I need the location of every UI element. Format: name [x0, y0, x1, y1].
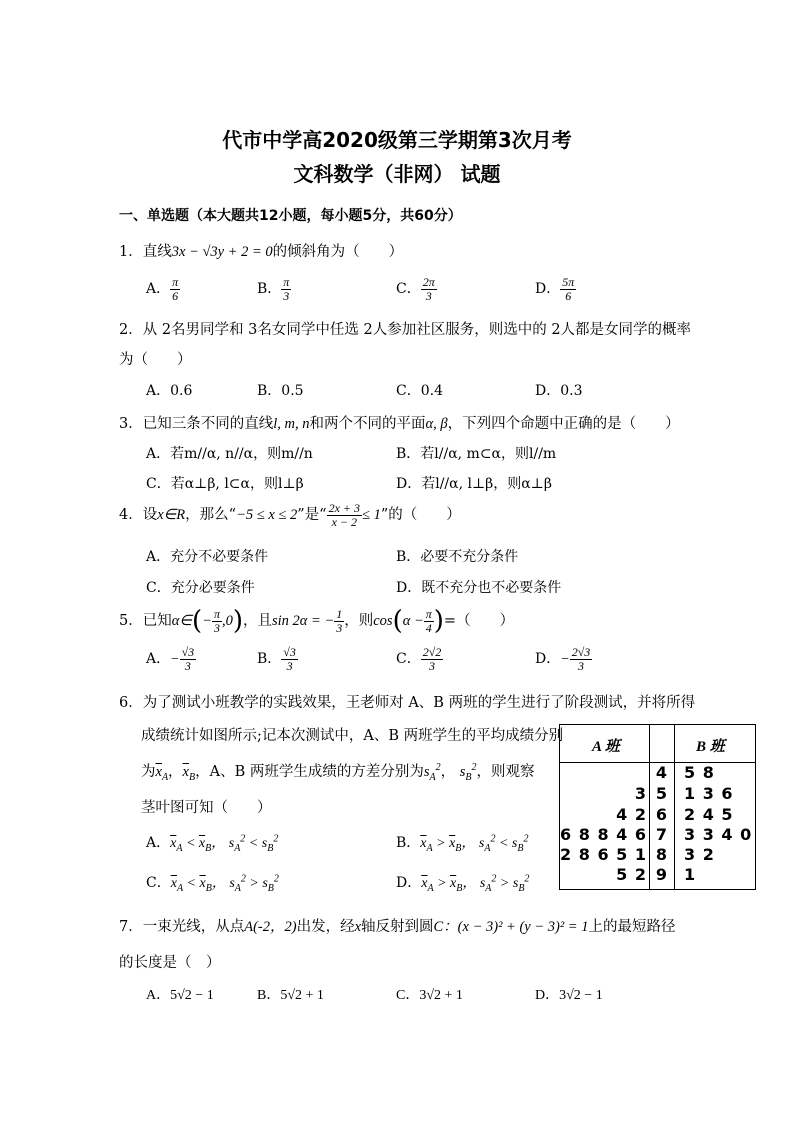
q3-option-a: A．若m//α, n//α，则m//n — [146, 446, 313, 462]
option-label: A． — [146, 835, 171, 851]
stem-value: 6 — [655, 805, 669, 824]
question-2-line-1: 2．从 2名男同学和 3名女同学中任选 2人参加社区服务，则选中的 2人都是女同学的概率 — [119, 322, 692, 338]
q4-condition: x∈R — [157, 507, 186, 524]
stem-value: 8 — [655, 845, 669, 864]
q1-option-a — [146, 276, 180, 302]
page-title: 代市中学高2020级第三学期第3次月考 — [222, 128, 572, 152]
q7-line1-a: 7．一束光线，从点 — [119, 919, 245, 935]
fraction-denominator: 3 — [429, 658, 436, 673]
q1-option-b — [257, 276, 291, 302]
q4-prefix: 4．设 — [119, 507, 158, 524]
q7-option-b: B．5√2 + 1 — [257, 988, 324, 1003]
q5-end: =（ ） — [443, 613, 515, 629]
fraction-numerator: 5π — [562, 275, 575, 289]
q1-number: 1． — [119, 244, 143, 260]
q4-option-d: D．既不充分也不必要条件 — [396, 580, 562, 596]
q5-alpha-in: α∈ — [171, 613, 192, 629]
q1-option-c — [396, 276, 437, 302]
option-label: C． — [396, 651, 421, 668]
q7-axis: x — [354, 919, 362, 935]
q6-line3-c: ，则观察 — [476, 764, 535, 780]
fraction-numerator: π — [213, 606, 220, 621]
q4-option-b: B．必要不充分条件 — [396, 549, 519, 565]
q5-interval-end: ,0 — [221, 613, 233, 629]
fraction-denominator: 6 — [565, 288, 572, 303]
header-class-a: A 班 — [592, 739, 620, 755]
fraction-numerator: 2x + 3 — [328, 501, 360, 515]
q3-option-b: B．若l//α, m⊂α，则l//m — [396, 446, 557, 462]
fraction-denominator: x − 2 — [331, 514, 357, 529]
fraction-denominator: 3 — [286, 658, 293, 673]
header-class-b: B 班 — [696, 739, 725, 755]
fraction-denominator: 3 — [184, 658, 191, 673]
fraction-denominator: 6 — [172, 288, 179, 303]
stem-row — [560, 865, 755, 886]
option-label: A． — [146, 651, 171, 668]
fraction-denominator: 3 — [283, 288, 290, 303]
leaves-b: 5 8 — [684, 763, 715, 782]
leaves-b: 3 2 — [684, 845, 715, 864]
q4-option-a: A．充分不必要条件 — [146, 549, 269, 565]
q6-option-a: A．$\overline{x}_A < \overline{x}_B$， $s_A^2 < s_B^2$ — [146, 833, 279, 854]
question-6-line-2: 成绩统计如图所示;记本次测试中，A、B 两班学生的平均成绩分别 — [141, 728, 564, 744]
question-3 — [119, 412, 680, 433]
leaves-a: 4 2 — [616, 805, 647, 824]
option-label: A． — [146, 281, 171, 298]
question-1 — [119, 240, 403, 261]
fraction-denominator: 3 — [425, 288, 432, 303]
q3-option-d: D．若l//α, l⊥β，则α⊥β — [396, 476, 552, 492]
fraction-numerator: 1 — [336, 606, 343, 621]
leaves-b: 1 — [684, 865, 697, 884]
leaves-b: 3 3 4 0 — [684, 825, 753, 844]
question-6-line-3: 为$\overline{x}_A$，$\overline{x}_B$，A、B 两班学生成绩的方差分别为$s_A^2$， $s_B^2$，则观察 — [141, 762, 535, 783]
variance-b: $s_B^2$ — [459, 762, 477, 783]
fraction-denominator: 3 — [336, 620, 343, 635]
q5-option-a: A．− $\frac{√3}{3}$ — [146, 645, 195, 673]
q2-option-c: C．0.4 — [396, 383, 443, 399]
question-4 — [119, 502, 461, 528]
q6-option-b: B．$\overline{x}_A > \overline{x}_B$， $s_A^2 < s_B^2$ — [396, 833, 529, 854]
leaves-a: 5 2 — [616, 865, 647, 884]
option-label: C． — [396, 281, 421, 298]
q1-suffix: 的倾斜角为（ ） — [272, 244, 404, 260]
leaves-b: 2 4 5 — [684, 805, 734, 824]
q4-mid: ，那么“ — [185, 507, 237, 524]
stem-leaf-plot — [559, 724, 756, 890]
q1-option-d — [535, 276, 576, 302]
leaves-a: 2 8 6 5 1 — [560, 845, 647, 864]
stem-value: 7 — [655, 825, 669, 844]
option-label: B． — [396, 835, 421, 851]
q7-line1-b: 出发，经 — [296, 919, 355, 935]
q7-option-d: D．3√2 − 1 — [535, 988, 603, 1003]
q5-cos: cos — [373, 613, 393, 629]
fraction-numerator: √3 — [283, 645, 296, 659]
q2-option-a: A．0.6 — [146, 383, 193, 399]
q7-line1-c: 轴反射到圆 — [361, 919, 434, 935]
q1-prefix: 直线 — [142, 244, 172, 260]
stem-row — [560, 784, 755, 805]
fraction-numerator: √3 — [181, 645, 195, 659]
stem-row — [560, 825, 755, 846]
question-7-line-1 — [119, 915, 675, 936]
q3-planes: α, β — [425, 416, 448, 432]
q7-point: A(-2，2) — [244, 919, 297, 935]
q5-option-c — [396, 646, 443, 672]
q6-line3-a: 为 — [141, 764, 156, 780]
q4-inequality: −5 ≤ x ≤ 2 — [236, 507, 298, 524]
stem-row — [560, 805, 755, 826]
q2-option-d: D．0.3 — [535, 383, 583, 399]
leaves-a: 3 — [634, 784, 647, 803]
q5-option-d: D．− $\frac{2√3}{3}$ — [535, 645, 591, 673]
q3-stem: 3．已知三条不同的直线 — [119, 416, 274, 432]
q3-lines: l, m, n — [273, 416, 310, 432]
q7-option-a: A．5√2 − 1 — [146, 988, 214, 1003]
stem-row — [560, 845, 755, 866]
mean-a: $\overline{x}_A$ — [155, 764, 169, 783]
q5-option-b — [257, 646, 298, 672]
stem-value: 9 — [655, 865, 669, 884]
mean-b: $\overline{x}_B$ — [182, 764, 196, 783]
option-label: D． — [535, 281, 561, 298]
q5-mid2: ，则 — [344, 613, 374, 629]
question-7-line-2: 的长度是（ ） — [119, 955, 221, 971]
q4-end: ”的（ ） — [380, 507, 461, 524]
leaves-b: 1 3 6 — [684, 784, 734, 803]
question-5: 5．已知α∈(− $\frac{\pi}{3}$ ,0)，且sin 2α = − $\frac{1}{3}$ ，则cos(α − $\frac{\pi}{4}$ )=（ ） — [119, 606, 515, 636]
q5-mid: ，且 — [242, 613, 272, 629]
fraction-numerator: 2√2 — [422, 645, 442, 659]
q5-cos-in: α − — [402, 613, 424, 629]
option-label: D． — [535, 651, 561, 668]
q6-option-c: C．$\overline{x}_A < \overline{x}_B$， $s_A^2 > s_B^2$ — [146, 873, 279, 894]
fraction-denominator: 3 — [577, 658, 584, 673]
q3-option-c: C．若α⊥β, l⊂α，则l⊥β — [146, 476, 304, 492]
fraction-numerator: 2π — [422, 275, 435, 289]
fraction-denominator: 3 — [213, 620, 220, 635]
q6-line3-b: ，A、B 两班学生成绩的方差分别为 — [195, 764, 424, 780]
q4-le: ≤ 1 — [362, 507, 381, 524]
q7-line1-d: 上的最短路径 — [588, 919, 676, 935]
q5-sin: sin 2α = − — [271, 613, 335, 629]
stem-row — [560, 763, 755, 784]
fraction-denominator: 4 — [425, 620, 432, 635]
leaves-a: 6 8 8 4 6 — [560, 825, 647, 844]
q1-equation: 3x − √3y + 2 = 0 — [171, 244, 273, 260]
q7-circle: C：(x − 3)² + (y − 3)² = 1 — [433, 919, 589, 935]
question-2-line-2: 为（ ） — [119, 352, 192, 368]
option-label: B． — [257, 281, 282, 298]
fraction-numerator: 2√3 — [571, 645, 591, 659]
q7-option-c: C．3√2 + 1 — [396, 988, 463, 1003]
variance-a: $s_A^2$ — [423, 762, 441, 783]
q3-end: ，下列四个命题中正确的是（ ） — [447, 416, 680, 432]
q2-option-b: B．0.5 — [257, 383, 304, 399]
q4-option-c: C．充分必要条件 — [146, 580, 255, 596]
question-6-line-4: 茎叶图可知（ ） — [141, 800, 272, 816]
q3-mid: 和两个不同的平面 — [309, 416, 426, 432]
option-label: D． — [396, 875, 422, 891]
option-label: B． — [257, 651, 282, 668]
section-heading: 一、单选题（本大题共12小题，每小题5分，共60分） — [119, 208, 462, 224]
q4-mid2: ”是“ — [297, 507, 327, 524]
fraction-numerator: π — [172, 275, 179, 289]
question-6-line-1: 6．为了测试小班教学的实践效果，王老师对 A、B 两班的学生进行了阶段测试，并将所得 — [119, 695, 696, 711]
fraction-numerator: π — [425, 606, 432, 621]
q5-prefix: 5．已知 — [119, 613, 172, 629]
stem-value: 5 — [655, 784, 669, 803]
fraction-numerator: π — [283, 275, 290, 289]
option-label: C． — [146, 875, 171, 891]
page-subtitle: 文科数学（非网） 试题 — [293, 162, 501, 186]
q6-option-d: D．$\overline{x}_A > \overline{x}_B$， $s_A^2 > s_B^2$ — [396, 873, 530, 894]
stem-value: 4 — [655, 763, 669, 782]
